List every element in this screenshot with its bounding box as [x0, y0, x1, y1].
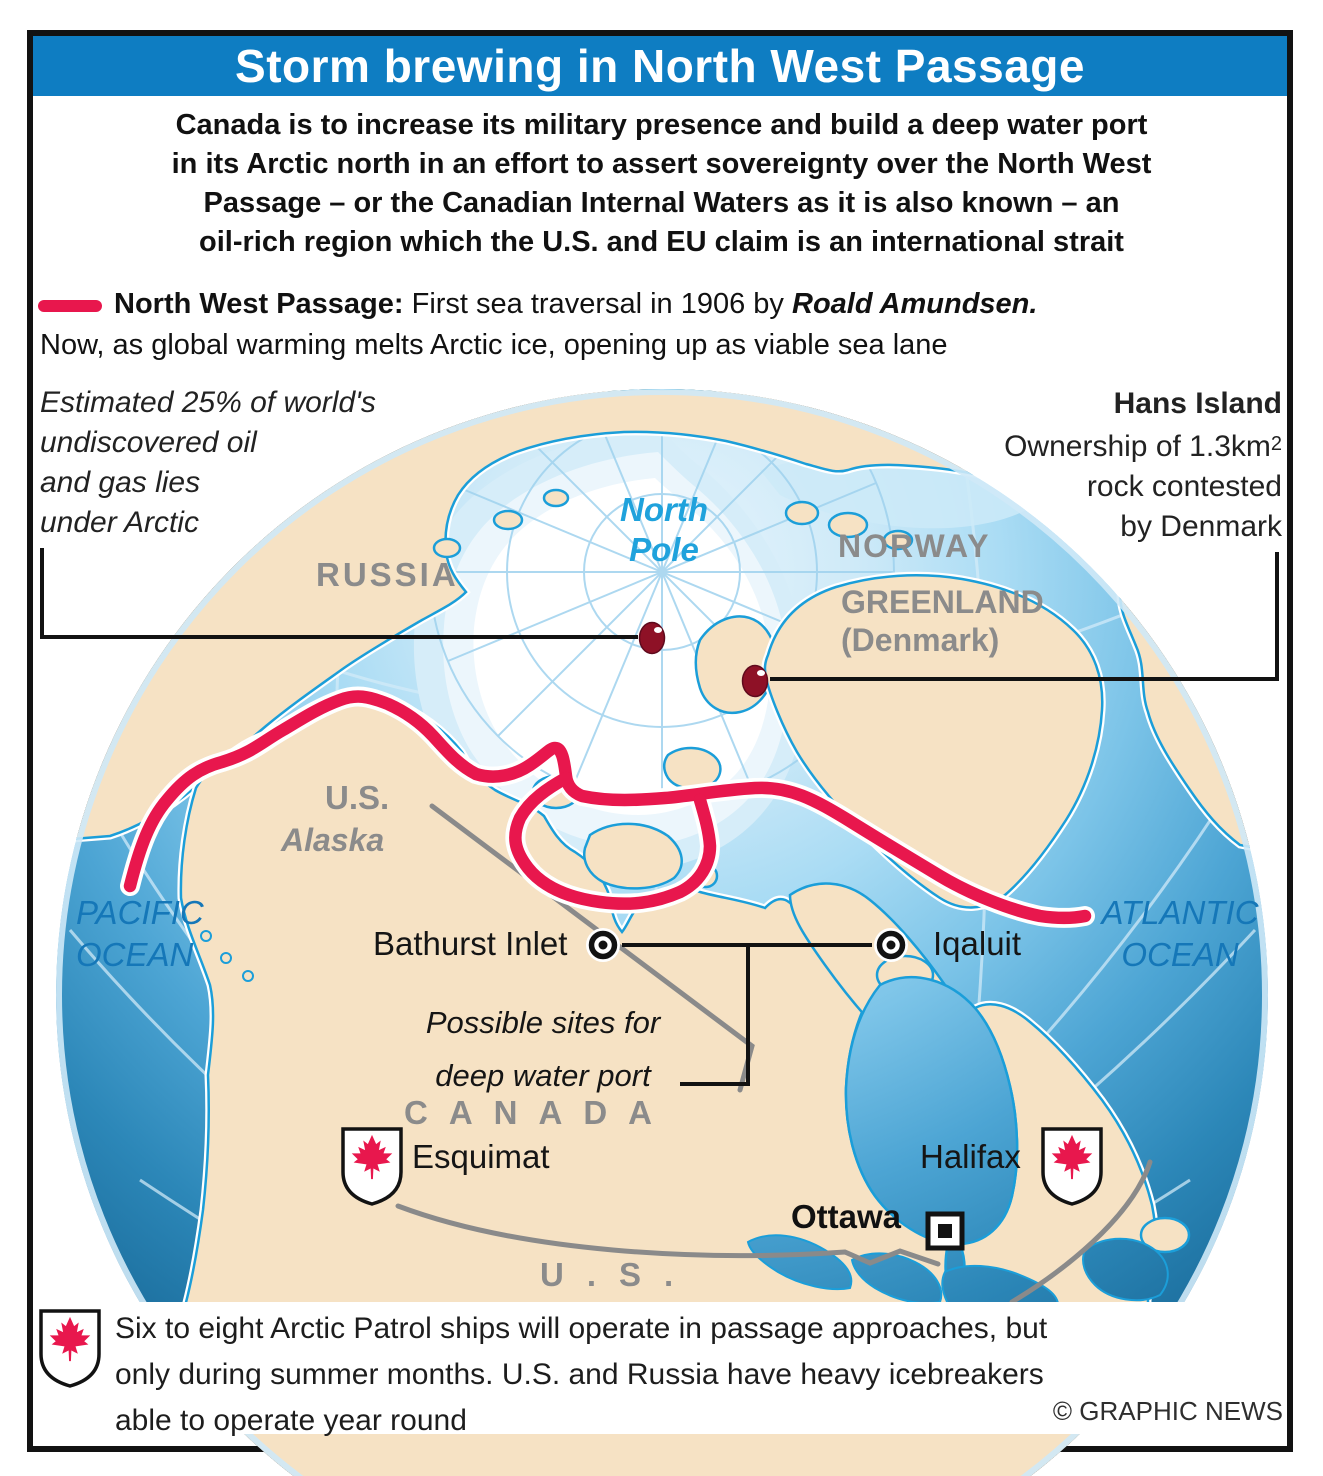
intro-line: Passage – or the Canadian Internal Waters as it is also known – an: [203, 187, 1120, 219]
label-us-south: U.S.: [540, 1256, 697, 1293]
arctic-pin: [640, 623, 665, 654]
label-greenland-denmark: (Denmark): [841, 622, 1000, 658]
label-norway: NORWAY: [838, 528, 991, 564]
hans-island-line: rock contested: [1086, 470, 1282, 503]
label-north-pole-line: North: [620, 491, 708, 528]
intro-paragraph: [60, 106, 1263, 262]
intro-line: in its Arctic north in an effort to assert sovereignty over the North West: [171, 148, 1152, 180]
hans-island-sup: 2: [1270, 433, 1282, 455]
label-north-pole: [564, 490, 764, 570]
label-pacific-line: PACIFIC: [76, 894, 204, 931]
legend-name: Roald Amundsen.: [792, 288, 1038, 320]
oil-annotation: [40, 383, 376, 543]
label-iqaluit: Iqaluit: [933, 925, 1022, 962]
legend-text: First sea traversal in 1906 by: [403, 288, 792, 320]
oil-annotation-line: Estimated 25% of world's: [40, 386, 376, 419]
label-north-pole-line: Pole: [629, 531, 699, 568]
label-greenland: GREENLAND: [841, 584, 1044, 620]
hans-island-text: Ownership of 1.3km: [1004, 430, 1271, 463]
intro-line: oil-rich region which the U.S. and EU claim is an international strait: [199, 226, 1124, 258]
maple-shield-esquimat: [343, 1129, 401, 1204]
oil-annotation-line: and gas lies: [40, 466, 201, 499]
label-alaska: Alaska: [281, 822, 385, 858]
marker-bathurst-inlet: [586, 928, 620, 962]
oil-annotation-line: under Arctic: [40, 506, 199, 539]
route-legend-line2: Now, as global warming melts Arctic ice, opening up as viable sea lane: [40, 329, 948, 361]
hans-island-title: Hans Island: [1113, 387, 1282, 420]
label-canada: CANADA: [404, 1094, 673, 1131]
intro-line: Canada is to increase its military presence and build a deep water port: [175, 109, 1148, 141]
label-us-alaska: U.S.: [325, 779, 390, 816]
port-sites-line: deep water port: [435, 1058, 651, 1093]
label-halifax: Halifax: [920, 1138, 1021, 1175]
port-sites-line: Possible sites for: [425, 1005, 661, 1040]
label-russia: RUSSIA: [316, 556, 459, 593]
label-atlantic-ocean: [1090, 892, 1270, 976]
credit: © GRAPHIC NEWS: [1052, 1396, 1283, 1426]
footer-line: able to operate year round: [115, 1404, 467, 1437]
port-sites-note: [393, 996, 693, 1102]
marker-iqaluit: [874, 928, 908, 962]
marker-ottawa: [928, 1214, 962, 1248]
route-legend: [114, 288, 1037, 321]
hans-island-pin: [743, 666, 768, 697]
maple-shield-halifax: [1043, 1129, 1101, 1204]
oil-annotation-line: undiscovered oil: [40, 426, 257, 459]
maple-shield-footer: [38, 1308, 118, 1400]
hans-island-line: [900, 424, 1282, 467]
title-bar: [33, 36, 1287, 96]
label-atlantic-line: OCEAN: [1121, 936, 1239, 973]
legend-term: North West Passage:: [114, 288, 404, 320]
hans-island-line: by Denmark: [1120, 510, 1282, 543]
footer-line: Six to eight Arctic Patrol ships will operate in passage approaches, but: [115, 1312, 1048, 1345]
label-esquimat: Esquimat: [412, 1138, 550, 1175]
label-bathurst-inlet: Bathurst Inlet: [373, 925, 568, 962]
label-atlantic-line: ATLANTIC: [1101, 894, 1259, 931]
label-pacific-ocean: [76, 892, 204, 976]
label-ottawa: Ottawa: [791, 1198, 902, 1235]
page-title: Storm brewing in North West Passage: [235, 40, 1085, 92]
route-legend-swatch: [38, 300, 102, 312]
footer-line: only during summer months. U.S. and Russia have heavy icebreakers: [115, 1358, 1044, 1391]
hans-island-annotation: [900, 384, 1282, 547]
label-pacific-line: OCEAN: [76, 936, 194, 973]
